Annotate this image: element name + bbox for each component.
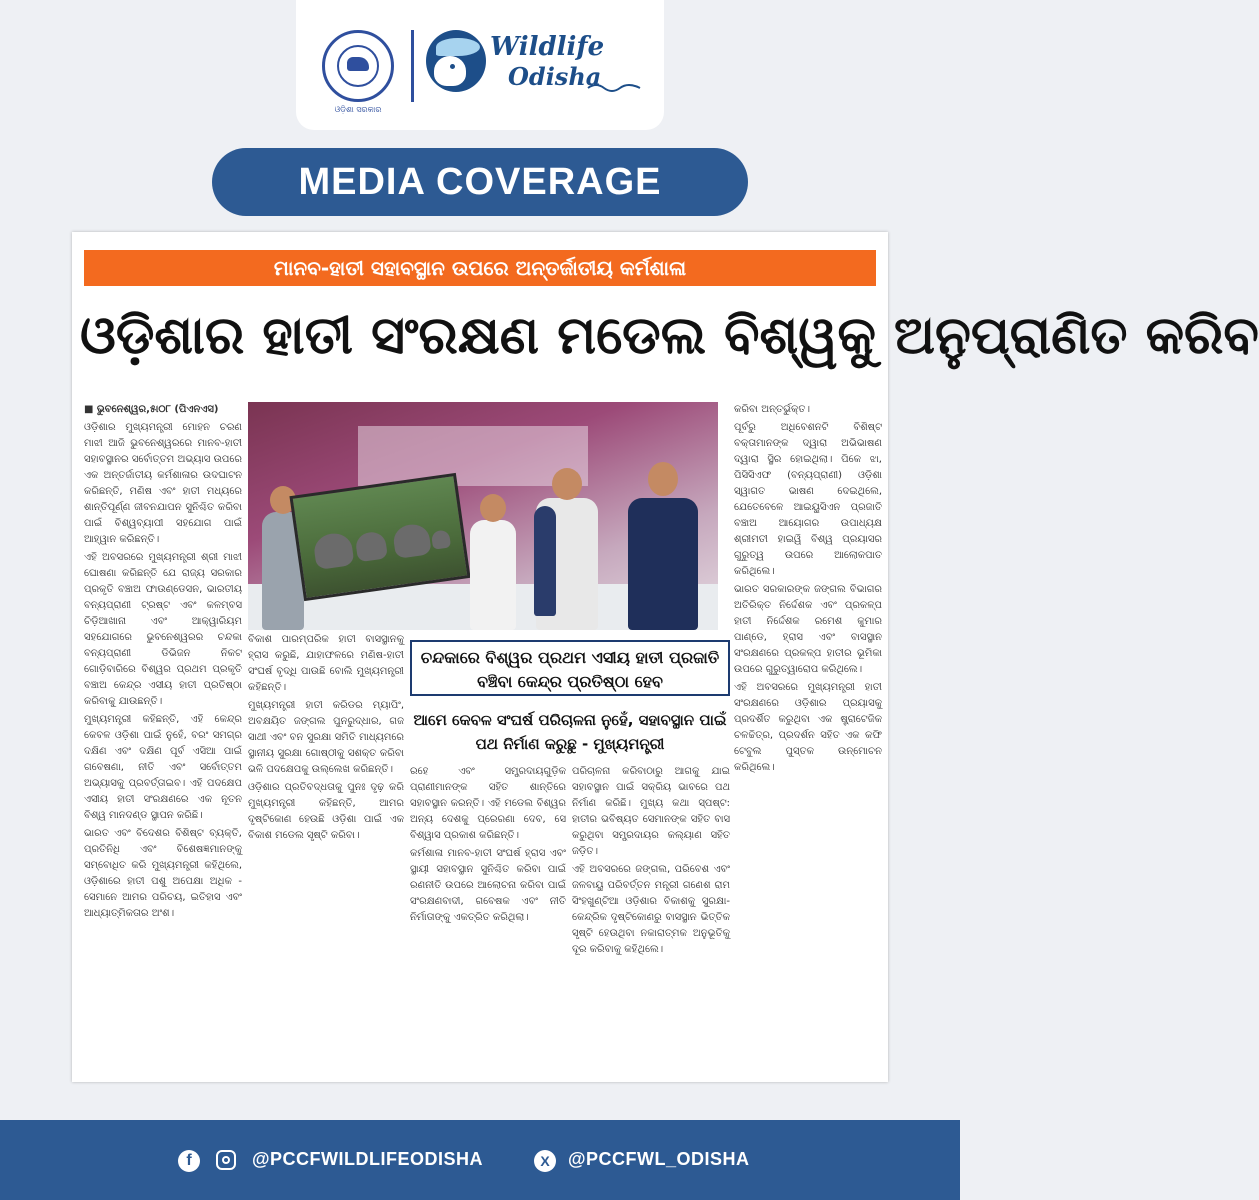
person-shape: [470, 520, 516, 630]
article-photo: [248, 402, 718, 630]
x-icon[interactable]: X: [534, 1150, 556, 1172]
emblem-animal-shape: [347, 57, 369, 71]
x-handle-link[interactable]: @PCCFWL_ODISHA: [568, 1149, 750, 1169]
person-shape: [534, 506, 556, 616]
elephant-figure: [392, 522, 432, 559]
column-paragraph: ଭାରତ ସରକାରଙ୍କ ଜଙ୍ଗଲ ବିଭାଗର ଅତିରିକ୍ତ ନିର୍ଦ୍ଦେଶକ ଏବଂ ପ୍ରକଳ୍ପ ହାତୀ ନିର୍ଦ୍ଦେଶକ ରମେଶ କୁମାର ପାଣ୍ଡେ, ହ୍ରାସ ଏବଂ ବାସସ୍ଥାନ ସଂରକ୍ଷଣରେ ପ୍ରକଳ୍ପ ହାତୀର ଭୂମିକା ଉପରେ ଗୁରୁତ୍ୱାରୋପ କରିଥିଲେ।: [734, 584, 882, 675]
article-column-3: [410, 764, 566, 1074]
brand-name-line2: Odisha: [508, 62, 602, 91]
newspaper-clipping: [72, 232, 1259, 1082]
article-headline: ଓଡ଼ିଶାର ହାତୀ ସଂରକ୍ଷଣ ମଡେଲ ବିଶ୍ୱକୁ ଅନୁପ୍ରାଣିତ କରିବ: [80, 306, 1259, 366]
column-paragraph: ଓଡ଼ିଶାର ମୁଖ୍ୟମନ୍ତ୍ରୀ ମୋହନ ଚରଣ ମାଝୀ ଆଜି ଭୁବନେଶ୍ୱରରେ ମାନବ-ହାତୀ ସହାବସ୍ଥାନର ସର୍ବୋତ୍ତମ ଅଭ୍ୟାସ ଉପରେ ଏକ ଅନ୍ତର୍ଜାତୀୟ କର୍ମଶାଳାର ଉଦଘାଟନ କରିଛନ୍ତି, ମଣିଷ ଏବଂ ହାତୀ ମଧ୍ୟରେ ଶାନ୍ତିପୂର୍ଣ୍ଣ ଜୀବନଯାପନ ସୁନିଶ୍ଚିତ କରିବା ପାଇଁ ବିଶ୍ୱବ୍ୟାପୀ ସହଯୋଗ ପାଇଁ ଆହ୍ୱାନ କରିଛନ୍ତି।: [84, 422, 242, 545]
article-kicker: ମାନବ-ହାତୀ ସହାବସ୍ଥାନ ଉପରେ ଅନ୍ତର୍ଜାତୀୟ କର୍ମଶାଳା: [84, 250, 876, 286]
elephant-figure: [354, 530, 388, 562]
person-head: [552, 468, 582, 500]
column-paragraph: ଏହି ଅବସରରେ ଜଙ୍ଗଲ, ପରିବେଶ ଏବଂ ଜଳବାୟୁ ପରିବର୍ତ୍ତନ ମନ୍ତ୍ରୀ ଗଣେଶ ରାମ ସିଂହଖୁଣ୍ଟିଆ ଓଡ଼ିଶାର ବିକାଶକୁ ସୁରକ୍ଷା-କେନ୍ଦ୍ରିକ ଦୃଷ୍ଟିକୋଣରୁ ବାସସ୍ଥାନ ଭିତ୍ତିକ ସୃଷ୍ଟି ହେଉଥିବା ନକାରାତ୍ମକ ଅନୁଭୂତିକୁ ଦୂର କରିବାକୁ କହିଥିଲେ।: [572, 864, 730, 955]
column-paragraph: ବିକାଶ ପାରମ୍ପରିକ ହାତୀ ବାସସ୍ଥାନକୁ ହ୍ରାସ କରୁଛି, ଯାହାଫଳରେ ମଣିଷ-ହାତୀ ସଂଘର୍ଷ ବୃଦ୍ଧି ପାଉଛି ବୋଲି ମୁଖ୍ୟମନ୍ତ୍ରୀ କହିଛନ୍ତି।: [248, 634, 404, 693]
facebook-instagram-handle-link[interactable]: @PCCFWILDLIFEODISHA: [252, 1149, 484, 1169]
article-column-4: [572, 764, 730, 1074]
emblem-caption: ଓଡ଼ିଶା ସରକାର: [334, 105, 382, 114]
odisha-emblem-icon: [322, 30, 394, 114]
column-paragraph: ଭାରତ ଏବଂ ବିଦେଶର ବିଶିଷ୍ଟ ବ୍ୟକ୍ତି, ପ୍ରତିନିଧି ଏବଂ ବିଶେଷଜ୍ଞମାନଙ୍କୁ ସମ୍ବୋଧିତ କରି ମୁଖ୍ୟମନ୍ତ୍ରୀ କହିଥିଲେ, ଓଡ଼ିଶାରେ ହାତୀ ପଶୁ ଅପେକ୍ଷା ଅଧିକ - ସେମାନେ ଆମର ପରିଚୟ, ଇତିହାସ ଏବଂ ଆଧ୍ୟାତ୍ମିକତାର ଅଂଶ।: [84, 828, 242, 919]
column-paragraph: ରହେ ଏବଂ ସମ୍ପ୍ରଦାୟଗୁଡ଼ିକ ପ୍ରାଣୀମାନଙ୍କ ସହିତ ଶାନ୍ତିରେ ସହାବସ୍ଥାନ କରନ୍ତି। ଏହି ମଡେଲ ବିଶ୍ୱର ଅନ୍ୟ ଦେଶକୁ ପ୍ରେରଣା ଦେବ, ସେ ବିଶ୍ୱାସ ପ୍ରକାଶ କରିଛନ୍ତି।: [410, 766, 566, 841]
elephant-figure: [312, 531, 354, 570]
elephant-shape: [434, 56, 466, 86]
media-coverage-banner: MEDIA COVERAGE: [212, 148, 748, 216]
column-paragraph: ମୁଖ୍ୟମନ୍ତ୍ରୀ ହାତୀ କରିଡର ମ୍ୟାପିଂ, ଅବକ୍ଷୟିତ ଜଙ୍ଗଲ ପୁନରୁଦ୍ଧାର, ଗଜ ସାଥୀ ଏବଂ ବନ ସୁରକ୍ଷା ସମିତି ମାଧ୍ୟମରେ ସ୍ଥାନୀୟ ସୁରକ୍ଷା ଗୋଷ୍ଠୀକୁ ସଶକ୍ତ କରିବା ଭଳି ପଦକ୍ଷେପକୁ ଉଲ୍ଲେଖ କରିଛନ୍ତି।: [248, 700, 404, 775]
instagram-icon[interactable]: [216, 1150, 236, 1170]
column-paragraph: ଏହି ଅବସରରେ ମୁଖ୍ୟମନ୍ତ୍ରୀ ହାତୀ ସଂରକ୍ଷଣରେ ଓଡ଼ିଶାର ପ୍ରୟାସକୁ ପ୍ରଦର୍ଶିତ କରୁଥିବା ଏକ ଷ୍ଟ୍ରାଟେଜିକ ଚଳଚ୍ଚିତ୍ର, ପ୍ରଦର୍ଶନ ସହିତ ଏକ କଫି ଟେବୁଲ ପୁସ୍ତକ ଉନ୍ମୋଚନ କରିଥିଲେ।: [734, 682, 882, 773]
column-paragraph: ପୂର୍ବରୁ ଅଧିବେଶନଟି ବିଶିଷ୍ଟ ବକ୍ତାମାନଙ୍କ ଦ୍ୱାରା ଅଭିଭାଷଣ ଦ୍ୱାରା ସ୍ଥିର ହୋଇଥିଲା। ପିକେ ଝା, ପିସିସିଏଫ (ବନ୍ୟପ୍ରାଣୀ) ଓଡ଼ିଶା ସ୍ୱାଗତ ଭାଷଣ ଦେଇଥିଲେ, ଯେତେବେଳେ ଆଇୟୁସିଏନ ପ୍ରଜାତି ବଞ୍ଚାଅ ଆୟୋଗର ଉପାଧ୍ୟକ୍ଷ ଶ୍ରୀମତୀ ହାଇୱି ବିଶ୍ୱ ପ୍ରୟାସର ଗୁରୁତ୍ୱ ଉପରେ ଆଲୋକପାତ କରିଥିଲେ।: [734, 422, 882, 577]
wave-icon: [586, 80, 642, 94]
column-paragraph: କର୍ମଶାଳା ମାନବ-ହାତୀ ସଂଘର୍ଷ ହ୍ରାସ ଏବଂ ସ୍ଥାୟୀ ସହାବସ୍ଥାନ ସୁନିଶ୍ଚିତ କରିବା ପାଇଁ ରଣନୀତି ଉପରେ ଆଲୋଚନା କରିବା ପାଇଁ ସଂରକ୍ଷଣବାଦୀ, ଗବେଷକ ଏବଂ ନୀତି ନିର୍ମାତାଙ୍କୁ ଏକତ୍ରିତ କରିଥିଲା।: [410, 848, 566, 923]
article-column-1: [84, 402, 242, 1072]
column-paragraph: ପରିଚାଳନା କରିବାଠାରୁ ଆଗକୁ ଯାଇ ସହାବସ୍ଥାନ ପାଇଁ ସକ୍ରିୟ ଭାବରେ ପଥ ନିର୍ମାଣ କରିଛି। ମୁଖ୍ୟ କଥା ସ୍ପଷ୍ଟ: ହାତୀର ଭବିଷ୍ୟତ ସେମାନଙ୍କ ସହିତ ବାସ କରୁଥିବା ସମ୍ପ୍ରଦାୟର କଲ୍ୟାଣ ସହିତ ଜଡ଼ିତ।: [572, 766, 730, 857]
elephant-painting: [289, 473, 470, 601]
elephant-figure: [431, 529, 451, 549]
wildlife-odisha-logo-icon: [426, 30, 486, 92]
column-paragraph: କରିବା ଅନ୍ତର୍ଭୁକ୍ତ।: [734, 404, 811, 415]
column-paragraph: ଓଡ଼ିଶାର ପ୍ରତିବଦ୍ଧତାକୁ ପୁନଃ ଦୃଢ଼ କରି ମୁଖ୍ୟମନ୍ତ୍ରୀ କହିଛନ୍ତି, ଆମର ଦୃଷ୍ଟିକୋଣ ହେଉଛି ଓଡ଼ିଶା ପାଇଁ ଏକ ବିକାଶ ମଡେଲ ସୃଷ୍ଟି କରିବା।: [248, 782, 404, 841]
elephant-eye: [450, 64, 455, 69]
brand-name-line1: Wildlife: [490, 32, 605, 62]
header-divider: [411, 30, 414, 102]
person-shape: [628, 498, 698, 630]
subheadline-quote: ଆମେ କେବଳ ସଂଘର୍ଷ ପରିଚାଳନା ନୁହେଁ, ସହାବସ୍ଥାନ ପାଇଁ ପଥ ନିର୍ମାଣ କରୁଛୁ - ମୁଖ୍ୟମନ୍ତ୍ରୀ: [413, 711, 727, 753]
dolphin-shape: [436, 38, 480, 56]
column-paragraph: ମୁଖ୍ୟମନ୍ତ୍ରୀ କହିଛନ୍ତି, ଏହି କେନ୍ଦ୍ର କେବଳ ଓଡ଼ିଶା ପାଇଁ ନୁହେଁ, ବରଂ ସମଗ୍ର ଦକ୍ଷିଣ ଏବଂ ଦକ୍ଷିଣ ପୂର୍ବ ଏସିଆ ପାଇଁ ଗବେଷଣା, ନୀତି ଏବଂ ସର୍ବୋତ୍ତମ ଅଭ୍ୟାସକୁ ପ୍ରବର୍ତ୍ତାଇବ। ଏହି ପଦକ୍ଷେପ ଏସୀୟ ହାତୀ ସଂରକ୍ଷଣରେ ଏକ ନୂତନ ବିଶ୍ୱ ମାନଦଣ୍ଡ ସ୍ଥାପନ କରିଛି।: [84, 714, 242, 821]
article-column-2: [248, 632, 404, 1072]
article-dateline: ■ ଭୁବନେଶ୍ୱର,୫ା୦୮ (ପିଏନଏସ): [84, 404, 219, 415]
person-head: [480, 494, 506, 522]
column-paragraph: ଏହି ଅବସରରେ ମୁଖ୍ୟମନ୍ତ୍ରୀ ଶ୍ରୀ ମାଝୀ ଘୋଷଣା କରିଛନ୍ତି ଯେ ରାଜ୍ୟ ସରକାର ପ୍ରକୃତି ବଞ୍ଚାଅ ଫାଉଣ୍ଡେସନ, ଭାରତୀୟ ବନ୍ୟପ୍ରାଣୀ ଟ୍ରଷ୍ଟ ଏବଂ କଳମ୍ବସ ଚିଡ଼ିଆଖାନା ଏବଂ ଆକ୍ୱାରିୟମ ସହଯୋଗରେ ଭୁବନେଶ୍ୱରର ଚନ୍ଦକା ବନ୍ୟପ୍ରାଣୀ ଡିଭିଜନ ନିକଟ ଗୋଡ଼ିବାରିରେ ବିଶ୍ୱର ପ୍ରଥମ ପ୍ରକୃତି ବଞ୍ଚାଅ କେନ୍ଦ୍ର ଏସୀୟ ହାତୀ ପ୍ରତିଷ୍ଠା କରିବାକୁ ଯାଉଛନ୍ତି।: [84, 552, 242, 707]
article-column-5: [734, 402, 882, 1072]
person-head: [648, 462, 678, 496]
subheadline-boxed: ଚନ୍ଦକାରେ ବିଶ୍ୱର ପ୍ରଥମ ଏସୀୟ ହାତୀ ପ୍ରଜାତି ବଞ୍ଚିବା କେନ୍ଦ୍ର ପ୍ରତିଷ୍ଠା ହେବ: [410, 640, 730, 696]
facebook-icon[interactable]: f: [178, 1150, 200, 1172]
